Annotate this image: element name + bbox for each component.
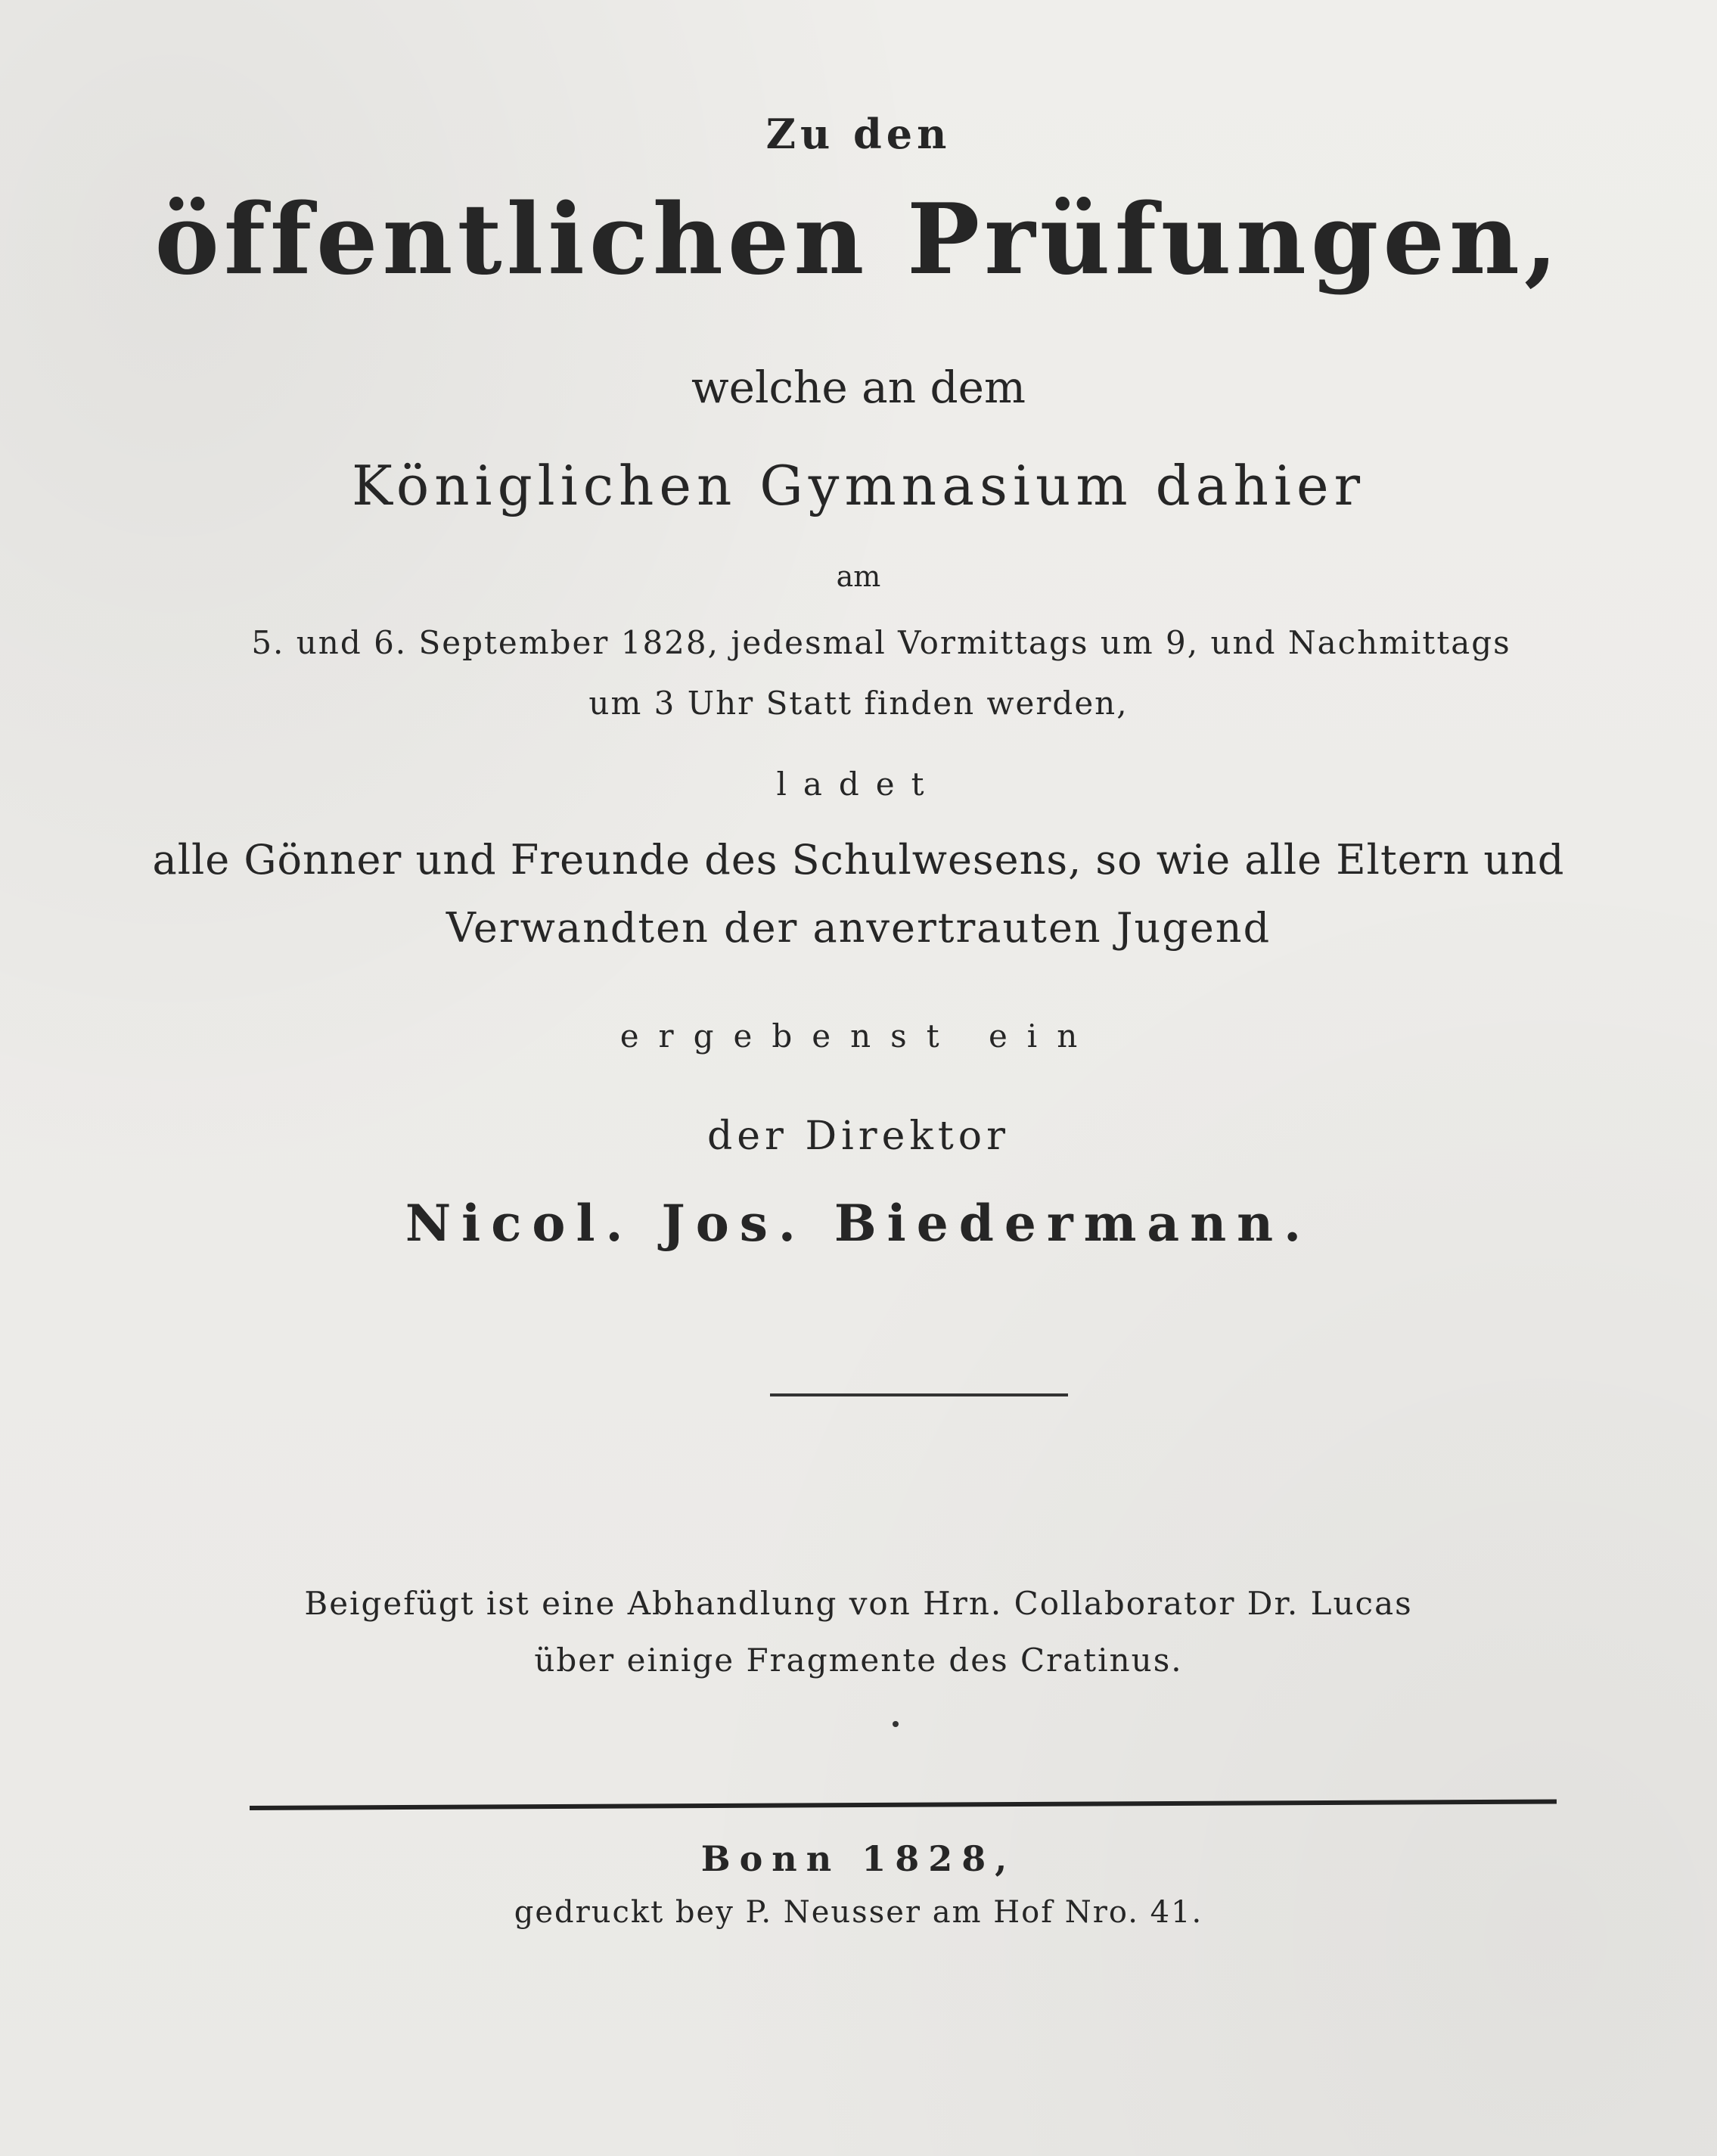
- section-divider-long: [250, 1800, 1557, 1810]
- institution-name: Königlichen Gymnasium dahier: [351, 454, 1366, 517]
- time-line: um 3 Uhr Statt finden werden,: [588, 685, 1129, 722]
- heading-intro: Zu den: [765, 110, 952, 158]
- imprint-printer: gedruckt bey P. Neusser am Hof Nro. 41.: [514, 1895, 1203, 1930]
- invitation-closing: ergebenst ein: [619, 1017, 1098, 1055]
- invitees-line-2: Verwandten der anvertrauten Jugend: [446, 904, 1271, 952]
- invitees-line-1: alle Gönner und Freunde des Schulwesens, so wie alle Eltern und: [152, 836, 1565, 884]
- imprint-place-year: Bonn 1828,: [700, 1838, 1017, 1879]
- ink-dot: [893, 1721, 899, 1727]
- appendix-line-2: über einige Fragmente des Cratinus.: [534, 1642, 1183, 1679]
- date-line: 5. und 6. September 1828, jedesmal Vormittags um 9, und Nachmittags: [251, 624, 1511, 661]
- director-title: der Direktor: [707, 1114, 1010, 1159]
- section-divider-short: [770, 1393, 1068, 1396]
- date-preposition: am: [836, 560, 881, 593]
- director-name: Nicol. Jos. Biedermann.: [405, 1194, 1312, 1253]
- main-title: öffentlichen Prüfungen,: [154, 183, 1563, 297]
- invitation-verb: ladet: [776, 766, 941, 803]
- appendix-line-1: Beigefügt ist eine Abhandlung von Hrn. Collaborator Dr. Lucas: [304, 1585, 1413, 1622]
- subtitle-line: welche an dem: [691, 362, 1026, 413]
